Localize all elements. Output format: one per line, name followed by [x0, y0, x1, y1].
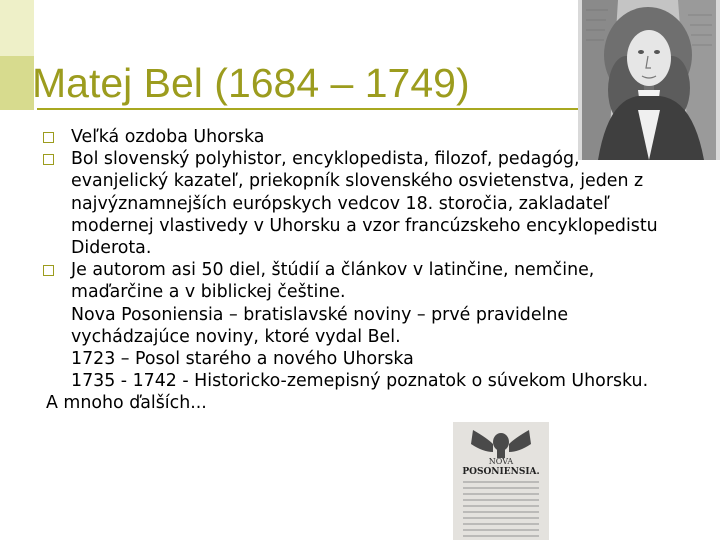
slide-body	[46, 126, 676, 415]
newspaper-image	[453, 422, 549, 540]
svg-text:POSONIENSIA.: POSONIENSIA.	[462, 467, 540, 477]
svg-text:NOVA: NOVA	[488, 457, 514, 466]
continuation-line: Nova Posoniensia – bratislavské noviny – prvé pravidelne vychádzajúce noviny, ktoré vydal Bel.	[71, 304, 569, 347]
square-bullet-icon	[43, 265, 54, 276]
continuation-line: 1723 – Posol starého a nového Uhorska	[71, 349, 414, 370]
bullet-text: Bol slovenský polyhistor, encyklopedista, filozof, pedagóg, evanjelický kazateľ, priekopník slovenského osvietenstva, jeden z najvýznamnejších európskych vedcov 18. storočia, zakladateľ modernej vlastivedy v Uhorsku a vzor francúzskeho encyklopedistu Diderota.	[71, 149, 658, 259]
decor-stripe-mid	[0, 56, 34, 110]
bullet-item	[46, 148, 676, 259]
slide-title: Matej Bel (1684 – 1749)	[32, 60, 470, 106]
bullet-text: Veľká ozdoba Uhorska	[71, 127, 265, 147]
closing-line: A mnoho ďalších...	[46, 393, 207, 414]
decor-stripe-top	[0, 0, 34, 56]
continuation-line: 1735 - 1742 - Historicko-zemepisný poznatok o súvekom Uhorsku.	[71, 371, 649, 392]
bullet-text: Je autorom asi 50 diel, štúdií a článkov v latinčine, nemčine, maďarčine a v biblickej češtine.	[71, 260, 595, 303]
square-bullet-icon	[43, 154, 54, 165]
title-underline	[37, 108, 597, 110]
bullet-item	[46, 259, 676, 303]
square-bullet-icon	[43, 132, 54, 143]
bullet-item	[46, 126, 676, 148]
